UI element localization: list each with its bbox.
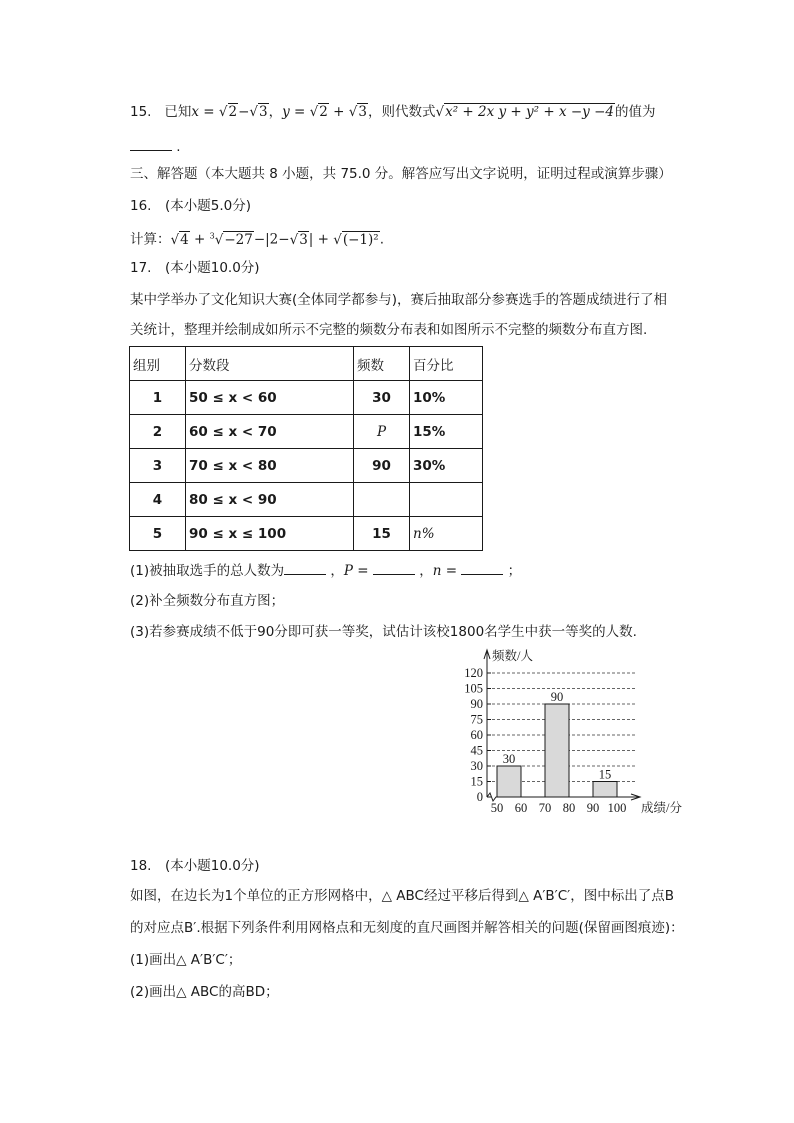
q17-n-eq: = xyxy=(441,563,462,579)
frequency-table xyxy=(129,346,483,551)
q17-p-var: P xyxy=(343,563,354,579)
histogram-bar xyxy=(593,782,617,798)
x-tick-label: 100 xyxy=(607,801,627,815)
table-cell-group: 1 xyxy=(130,381,186,415)
q17-sub1 xyxy=(130,560,521,581)
table-cell-range: 80 ≤ x < 90 xyxy=(186,483,354,517)
q15-y-sep: ， xyxy=(268,104,283,120)
x-tick-label: 50 xyxy=(490,801,504,815)
q17-n-var: n xyxy=(432,563,442,579)
table-cell-range: 60 ≤ x < 70 xyxy=(186,415,354,449)
q16-abs-part: −|2− xyxy=(253,231,290,248)
q16-expression xyxy=(130,226,384,250)
q18-text-line1: 如图，在边长为1个单位的正方形网格中，△ ABC经过平移后得到△ A′B′C′，图中标出了点B xyxy=(130,888,675,904)
table-cell-group: 2 xyxy=(130,415,186,449)
q16-radicand2: −27 xyxy=(224,231,253,248)
y-tick-label: 60 xyxy=(470,728,483,742)
q16-sqrt3: √3 xyxy=(289,231,308,248)
x-axis-label: 成绩/分 xyxy=(641,801,682,815)
table-cell-group: 5 xyxy=(130,517,186,551)
q16-sqrt1: √4 xyxy=(170,231,189,248)
table-header-cell: 分数段 xyxy=(186,347,354,381)
q15-line xyxy=(130,102,655,122)
table-row xyxy=(130,415,483,449)
table-cell-count: P xyxy=(354,415,410,449)
y-axis-label: 频数/人 xyxy=(492,649,533,663)
q15-y-radicand1: 2 xyxy=(319,104,328,120)
table-row xyxy=(130,381,483,415)
x-tick-label: 90 xyxy=(586,801,600,815)
q15-x-radicand2: 3 xyxy=(259,104,268,120)
q15-end: . xyxy=(176,139,181,155)
q15-x-var: x xyxy=(191,104,199,120)
q16-cbrt: $^3$√−27 xyxy=(209,231,253,248)
table-cell-count: 30 xyxy=(354,381,410,415)
y-tick-label: 45 xyxy=(470,743,483,758)
q17-text-line1: 某中学举办了文化知识大赛(全体同学都参与)，赛后抽取部分参赛选手的答题成绩进行了相 xyxy=(130,292,668,308)
q15-y-eq: = xyxy=(289,104,310,120)
q15-number: 15. xyxy=(130,104,152,120)
table-cell-count[interactable] xyxy=(354,483,410,517)
q15-y-sqrt1: √2 xyxy=(309,104,328,120)
q16-sqrt4: √(−1)² xyxy=(333,231,379,248)
q15-x-radicand1: 2 xyxy=(228,104,238,120)
table-cell-group: 3 xyxy=(130,449,186,483)
q18-text-line2: 的对应点B′.根据下列条件利用网格点和无刻度的直尺画图并解答相关的问题(保留画图痕迹)： xyxy=(130,920,684,936)
q16-label: 计算： xyxy=(130,231,171,248)
table-cell-group: 4 xyxy=(130,483,186,517)
q15-answer-line xyxy=(130,136,181,157)
y-tick-label: 120 xyxy=(464,666,483,680)
table-cell-percent[interactable] xyxy=(410,483,483,517)
q17-sub2: (2)补全频数分布直方图； xyxy=(130,593,285,609)
frequency-histogram xyxy=(455,642,700,817)
q15-y-radicand2: 3 xyxy=(358,104,367,120)
table-header-cell: 频数 xyxy=(354,347,410,381)
q17-header: 17. (本小题10.0分) xyxy=(130,260,260,276)
section3-heading: 三、解答题（本大题共 8 小题，共 75.0 分。解答应写出文字说明，证明过程或演算步骤） xyxy=(130,166,672,182)
q15-big-radicand: x² + 2x y + y² + x −y −4 xyxy=(445,104,614,120)
q15-y-var: y xyxy=(282,104,290,120)
x-tick-label: 60 xyxy=(514,801,528,815)
q16-end: . xyxy=(379,231,384,248)
y-tick-label: 90 xyxy=(470,697,483,711)
q18-sub1: (1)画出△ A′B′C′； xyxy=(130,952,242,968)
y-tick-label: 105 xyxy=(464,681,483,696)
q15-x-minus: − xyxy=(238,104,250,120)
q16-header: 16. (本小题5.0分) xyxy=(130,198,251,214)
table-cell-percent: 30% xyxy=(410,449,483,483)
table-header-cell: 百分比 xyxy=(410,347,483,381)
y-tick-label: 15 xyxy=(470,774,483,789)
q16-radicand1: 4 xyxy=(180,231,189,248)
bar-value-label: 90 xyxy=(550,690,564,704)
q17-sub1-sep2: ， xyxy=(419,563,433,579)
table-cell-percent: 10% xyxy=(410,381,483,415)
x-tick-label: 80 xyxy=(562,801,576,815)
q16-abs-close: | + xyxy=(308,231,334,248)
q15-x-sqrt2: √3 xyxy=(249,104,268,120)
q15-y-plus: + xyxy=(328,104,349,120)
table-row xyxy=(130,517,483,551)
table-cell-percent: 15% xyxy=(410,415,483,449)
table-cell-range: 70 ≤ x < 80 xyxy=(186,449,354,483)
q17-sub1-text: (1)被抽取选手的总人数为 xyxy=(130,563,285,579)
table-cell-count: 90 xyxy=(354,449,410,483)
q17-sub3: (3)若参赛成绩不低于90分即可获一等奖，试估计该校1800名学生中获一等奖的人数. xyxy=(130,624,637,640)
x-tick-label: 70 xyxy=(538,801,552,815)
table-header-cell: 组别 xyxy=(130,347,186,381)
q16-plus: + xyxy=(189,231,210,248)
table-header-row xyxy=(130,347,483,381)
q17-p-eq: = xyxy=(353,563,373,579)
bar-value-label: 30 xyxy=(502,752,516,766)
q18-sub2: (2)画出△ ABC的高BD； xyxy=(130,984,279,1000)
q16-cube-index: 3 xyxy=(209,231,215,240)
q15-suffix: 的值为 xyxy=(614,104,656,120)
histogram-bar xyxy=(497,766,521,797)
table-cell-range: 90 ≤ x ≤ 100 xyxy=(186,517,354,551)
q15-middle: ，则代数式 xyxy=(367,104,436,120)
table-cell-range: 50 ≤ x < 60 xyxy=(186,381,354,415)
histogram-bar xyxy=(545,704,569,797)
table-row xyxy=(130,483,483,517)
q18-header: 18. (本小题10.0分) xyxy=(130,858,260,874)
table-row xyxy=(130,449,483,483)
table-cell-count: 15 xyxy=(354,517,410,551)
q17-n-blank[interactable] xyxy=(461,560,503,575)
q15-answer-blank[interactable] xyxy=(130,136,172,151)
y-tick-label: 0 xyxy=(476,790,483,804)
q15-x-sqrt1: √2 xyxy=(218,104,238,120)
bar-value-label: 15 xyxy=(598,767,612,782)
q15-y-sqrt2: √3 xyxy=(348,104,367,120)
y-tick-label: 75 xyxy=(470,712,483,727)
q16-radicand3: 3 xyxy=(299,231,308,248)
table-cell-percent: n% xyxy=(410,517,483,551)
q15-x-eq: = xyxy=(198,104,219,120)
q15-prefix: 已知 xyxy=(164,104,192,120)
q17-sub1-end: ； xyxy=(507,563,522,579)
q15-big-sqrt: √x² + 2x y + y² + x −y −4 xyxy=(435,104,614,120)
q17-sub1-sep1: ， xyxy=(330,563,344,579)
y-tick-label: 30 xyxy=(470,759,483,773)
q17-total-blank[interactable] xyxy=(284,560,326,575)
q16-radicand4: (−1)² xyxy=(342,231,379,248)
q17-text-line2: 关统计，整理并绘制成如所示不完整的频数分布表和如图所示不完整的频数分布直方图. xyxy=(130,322,648,338)
q17-p-blank[interactable] xyxy=(373,560,415,575)
